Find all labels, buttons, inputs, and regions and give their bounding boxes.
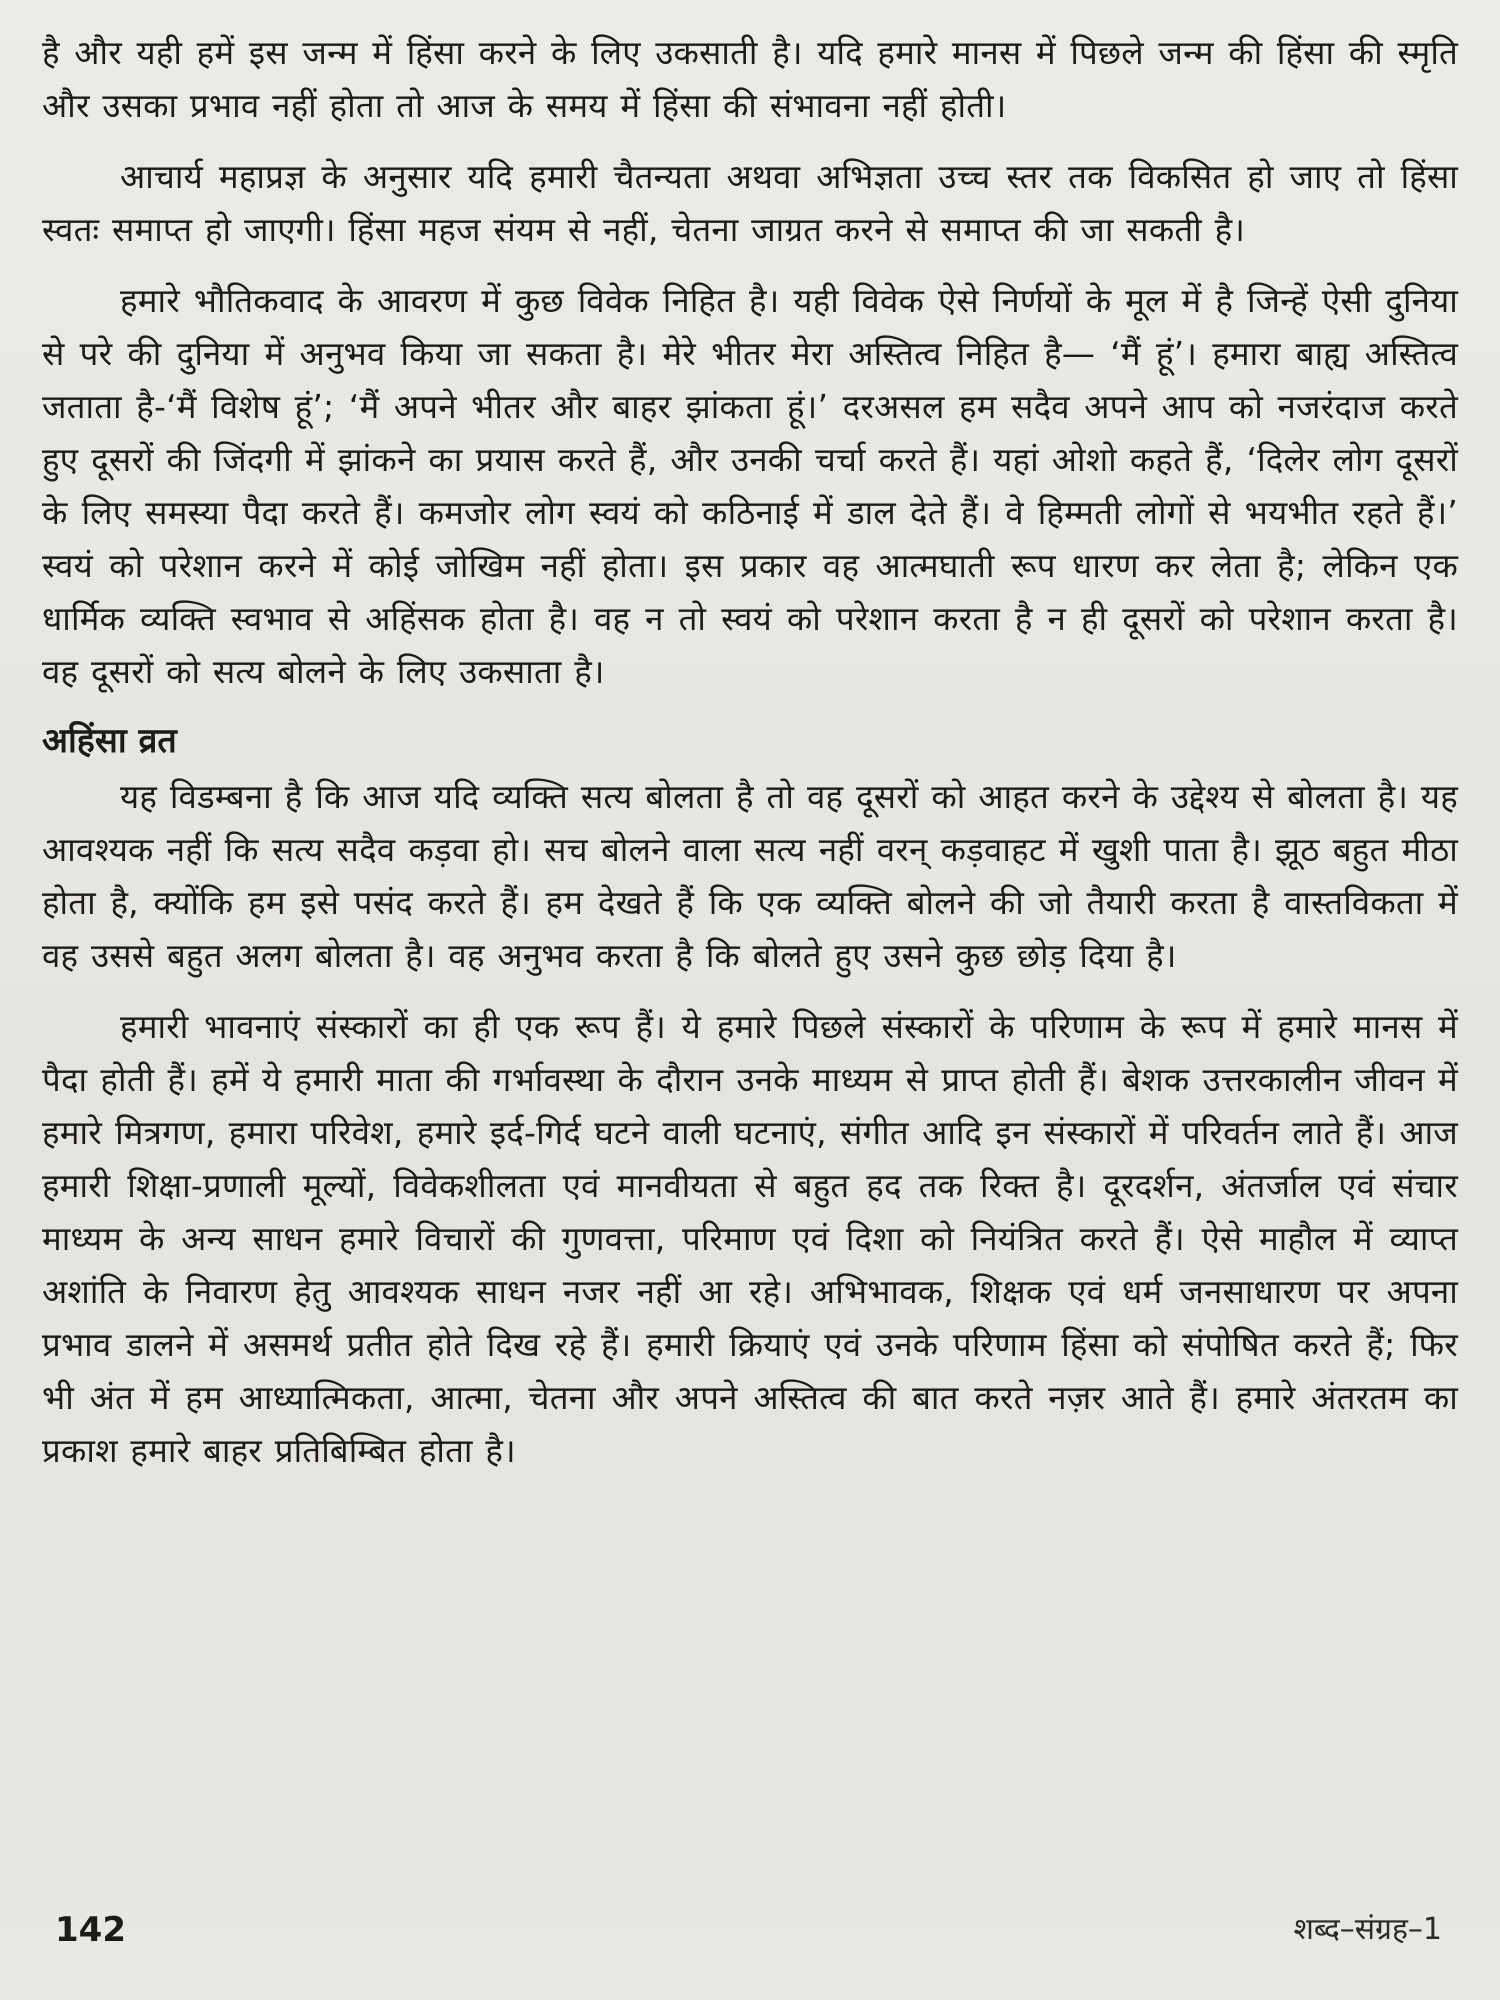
body-text <box>42 26 1458 1495</box>
paragraph-materialism: हमारे भौतिकवाद के आवरण में कुछ विवेक निहित है। यही विवेक ऐसे निर्णयों के मूल में है जिन्हें ऐसी दुनिया से परे की दुनिया में अनुभव किया जा सकता है। मेरे भीतर मेरा अस्तित्व निहित है— ‘मैं हूं’। हमारा बाह्य अस्तित्व जताता है-‘मैं विशेष हूं’; ‘मैं अपने भीतर और बाहर झांकता हूं।’ दरअसल हम सदैव अपने आप को नजरंदाज करते हुए दूसरों की जिंदगी में झांकने का प्रयास करते हैं, और उनकी चर्चा करते हैं। यहां ओशो कहते हैं, ‘दिलेर लोग दूसरों के लिए समस्या पैदा करते हैं। कमजोर लोग स्वयं को कठिनाई में डाल देते हैं। वे हिम्मती लोगों से भयभीत रहते हैं।’ स्वयं को परेशान करने में कोई जोखिम नहीं होता। इस प्रकार वह आत्मघाती रूप धारण कर लेता है; लेकिन एक धार्मिक व्यक्ति स्वभाव से अहिंसक होता है। वह न तो स्वयं को परेशान करता है न ही दूसरों को परेशान करता है। वह दूसरों को सत्य बोलने के लिए उकसाता है। <box>42 281 1458 691</box>
paragraph-irony-of-truth: यह विडम्बना है कि आज यदि व्यक्ति सत्य बोलता है तो वह दूसरों को आहत करने के उद्देश्य से बोलता है। यह आवश्यक नहीं कि सत्य सदैव कड़वा हो। सच बोलने वाला सत्य नहीं वरन् कड़वाहट में खुशी पाता है। झूठ बहुत मीठा होता है, क्योंकि हम इसे पसंद करते हैं। हम देखते हैं कि एक व्यक्ति बोलने की जो तैयारी करता है वास्तविकता में वह उससे बहुत अलग बोलता है। वह अनुभव करता है कि बोलते हुए उसने कुछ छोड़ दिया है। <box>42 777 1458 975</box>
paragraph-continued: है और यही हमें इस जन्म में हिंसा करने के लिए उकसाती है। यदि हमारे मानस में पिछले जन्म की हिंसा की स्मृति और उसका प्रभाव नहीं होता तो आज के समय में हिंसा की संभावना नहीं होती। <box>42 33 1458 125</box>
section-heading: अहिंसा व्रत <box>42 721 177 761</box>
running-title: शब्द–संग्रह–1 <box>1293 1912 1442 1947</box>
page-number: 142 <box>55 1910 126 1950</box>
paragraph-mahapragya: आचार्य महाप्रज्ञ के अनुसार यदि हमारी चैतन्यता अथवा अभिज्ञता उच्च स्तर तक विकसित हो जाए तो हिंसा स्वतः समाप्त हो जाएगी। हिंसा महज संयम से नहीं, चेतना जाग्रत करने से समाप्त की जा सकती है। <box>42 157 1458 249</box>
page-footer <box>0 1905 1500 1955</box>
paragraph-emotions-sanskars: हमारी भावनाएं संस्कारों का ही एक रूप हैं। ये हमारे पिछले संस्कारों के परिणाम के रूप में हमारे मानस में पैदा होती हैं। हमें ये हमारी माता की गर्भावस्था के दौरान उनके माध्यम से प्राप्त होती हैं। बेशक उत्तरकालीन जीवन में हमारे मित्रगण, हमारा परिवेश, हमारे इर्द-गिर्द घटने वाली घटनाएं, संगीत आदि इन संस्कारों में परिवर्तन लाते हैं। आज हमारी शिक्षा-प्रणाली मूल्यों, विवेकशीलता एवं मानवीयता से बहुत हद तक रिक्त है। दूरदर्शन, अंतर्जाल एवं संचार माध्यम के अन्य साधन हमारे विचारों की गुणवत्ता, परिमाण एवं दिशा को नियंत्रित करते हैं। ऐसे माहौल में व्याप्त अशांति के निवारण हेतु आवश्यक साधन नजर नहीं आ रहे। अभिभावक, शिक्षक एवं धर्म जनसाधारण पर अपना प्रभाव डालने में असमर्थ प्रतीत होते दिख रहे हैं। हमारी क्रियाएं एवं उनके परिणाम हिंसा को संपोषित करते हैं; फिर भी अंत में हम आध्यात्मिकता, आत्मा, चेतना और अपने अस्तित्व की बात करते नज़र आते हैं। हमारे अंतरतम का प्रकाश हमारे बाहर प्रतिबिम्बित होता है। <box>42 1007 1458 1470</box>
